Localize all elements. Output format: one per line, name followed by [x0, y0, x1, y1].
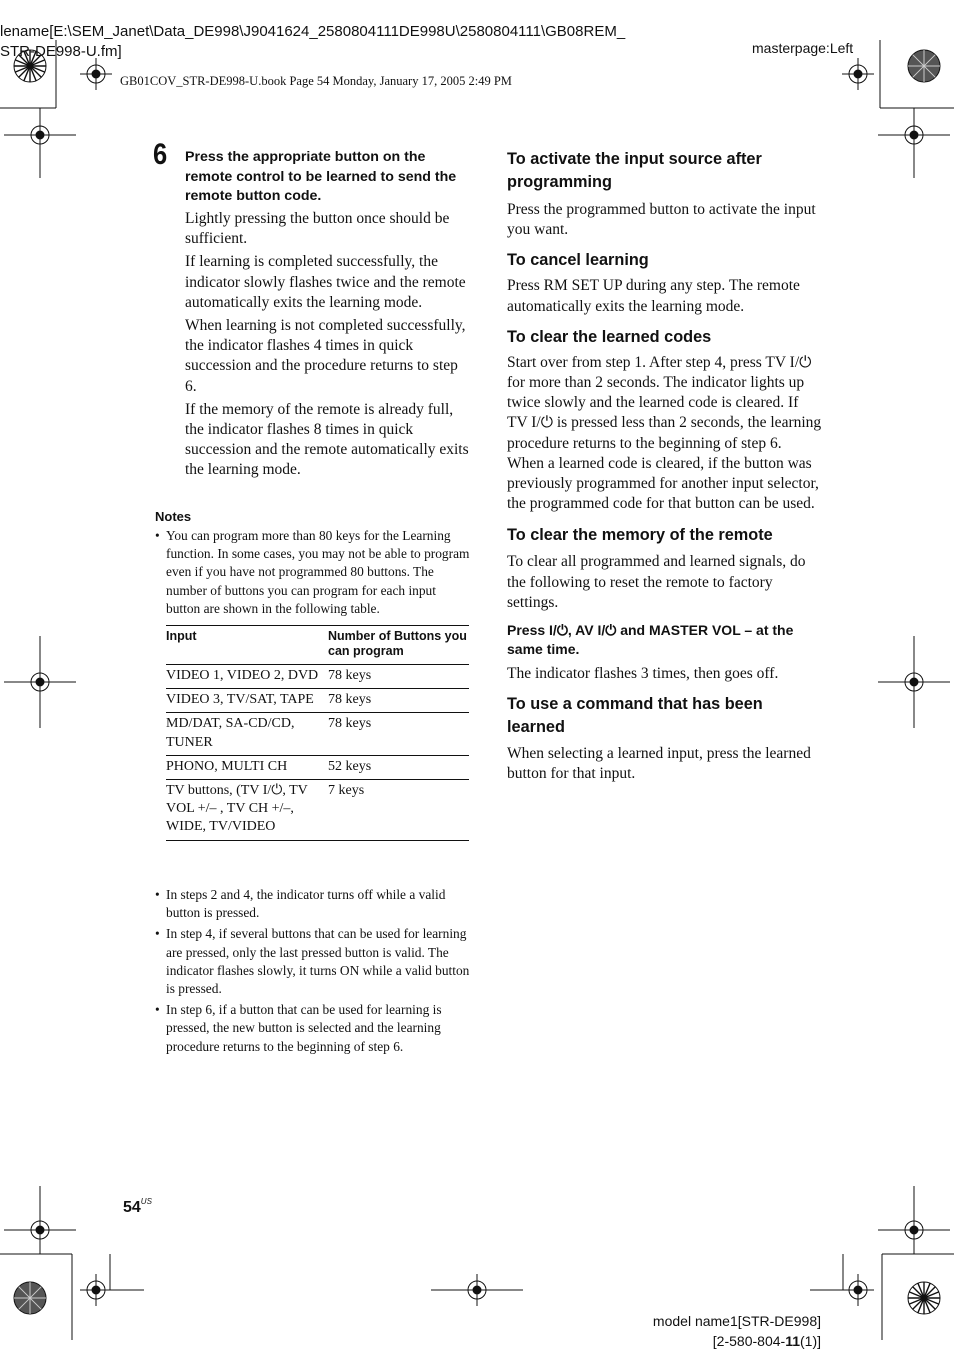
notes-list-first [155, 527, 470, 621]
table-row [166, 780, 469, 841]
clear-codes-text-2: When a learned code is cleared, if the button was previously programmed for another input selector, the programmed code for that button can be used. [507, 454, 819, 513]
right-column [507, 148, 822, 785]
table-cell-input: PHONO, MULTI CH [166, 755, 328, 779]
step-body [185, 209, 471, 484]
book-info: GB01COV_STR-DE998-U.book Page 54 Monday, January 17, 2005 2:49 PM [120, 74, 512, 88]
table-cell-count: 7 keys [328, 780, 469, 841]
clear-memory-result: The indicator flashes 3 times, then goes off. [507, 665, 779, 683]
table-row [166, 689, 469, 713]
table-header-count: Number of Buttons you can program [328, 626, 469, 665]
footer-model-name: model name1[STR-DE998] [652, 1313, 821, 1329]
masterpage-label: masterpage:Left [752, 40, 854, 56]
table-cell-input: VIDEO 1, VIDEO 2, DVD [166, 665, 328, 689]
notes-list-rest [155, 886, 470, 1059]
table-cell-input: TV buttons, (TV I/⏻, TV VOL +/– , TV CH +/–, WIDE, TV/VIDEO [166, 780, 328, 841]
table-header-input: Input [166, 626, 328, 665]
activate-heading: To activate the input source after programming [507, 150, 762, 191]
step-paragraph: Lightly pressing the button once should be sufficient. [185, 210, 450, 248]
clear-codes-text: Start over from step 1. After step 4, press TV I/⏻ for more than 2 seconds. The indicator lights up twice slowly and the learned code is cleared. If TV I/⏻ is pressed less than 2 seconds, the learning procedure returns to the beginning of step 6. [507, 353, 822, 452]
note-item: • In step 4, if several buttons that can be used for learning are pressed, only the last pressed button is valid. The indicator flashes slowly, it turns ON while a valid button is pressed. [155, 925, 470, 998]
clear-memory-heading: To clear the memory of the remote [507, 526, 773, 545]
step-number: 6 [153, 138, 168, 171]
file-path-line2: STR-DE998-U.fm] [0, 43, 122, 60]
footer-part-c: (1)] [800, 1333, 821, 1349]
cancel-heading: To cancel learning [507, 251, 649, 270]
note-item: • In step 6, if a button that can be used for learning is pressed, the new button is selected and the learning procedure returns to the beginning of step 6. [155, 1001, 470, 1056]
table-cell-input: VIDEO 3, TV/SAT, TAPE [166, 689, 328, 713]
table-header-row [166, 626, 469, 665]
use-command-text: When selecting a learned input, press the learned button for that input. [507, 745, 811, 783]
buttons-table [166, 625, 469, 841]
page-number-suffix: US [140, 1197, 152, 1206]
table-cell-count: 78 keys [328, 665, 469, 689]
clear-memory-text: To clear all programmed and learned signals, do the following to reset the remote to factory settings. [507, 553, 806, 611]
table-cell-count: 52 keys [328, 755, 469, 779]
activate-text: Press the programmed button to activate the input you want. [507, 201, 816, 239]
table-row [166, 755, 469, 779]
table-row [166, 665, 469, 689]
table-row [166, 713, 469, 755]
footer-part-a: [2-580-804- [712, 1333, 786, 1349]
step-paragraph: If learning is completed successfully, the indicator slowly flashes twice and the remote automatically exits the learning mode. [185, 253, 466, 311]
cancel-text: Press RM SET UP during any step. The remote automatically exits the learning mode. [507, 277, 800, 315]
step-heading: Press the appropriate button on the remote control to be learned to send the remote button code. [185, 149, 457, 204]
table-cell-count: 78 keys [328, 689, 469, 713]
step-paragraph: If the memory of the remote is already full, the indicator flashes 8 times in quick succession and the remote automatically exits the learning mode. [185, 400, 469, 479]
note-item: • In steps 2 and 4, the indicator turns off while a valid button is pressed. [155, 886, 470, 922]
footer-part-number [653, 1331, 821, 1351]
file-path-line1: lename[E:\SEM_Janet\Data_DE998\J9041624_2580804111DE998U\2580804111\GB08REM_ [0, 23, 626, 40]
file-path [0, 22, 625, 62]
note-item: • You can program more than 80 keys for the Learning function. In some cases, you may not be able to program even if you have not programmed 80 buttons. The number of buttons you can program for each input button are shown in the following table. [155, 527, 470, 618]
footer-model-info [653, 1311, 821, 1351]
notes-heading: Notes [155, 509, 192, 524]
page-number [123, 1197, 152, 1217]
footer-part-b: 11 [785, 1333, 800, 1349]
page-number-value: 54 [123, 1199, 141, 1216]
step-paragraph: When learning is not completed successfully, the indicator flashes 4 times in quick succession and the procedure returns to step 6. [185, 317, 466, 395]
table-cell-count: 78 keys [328, 713, 469, 755]
clear-codes-heading: To clear the learned codes [507, 327, 712, 346]
use-command-heading: To use a command that has been learned [507, 695, 763, 737]
table-cell-input: MD/DAT, SA-CD/CD, TUNER [166, 713, 328, 755]
clear-memory-instruction: Press I/⏻, AV I/⏻ and MASTER VOL – at the same time. [507, 622, 794, 658]
